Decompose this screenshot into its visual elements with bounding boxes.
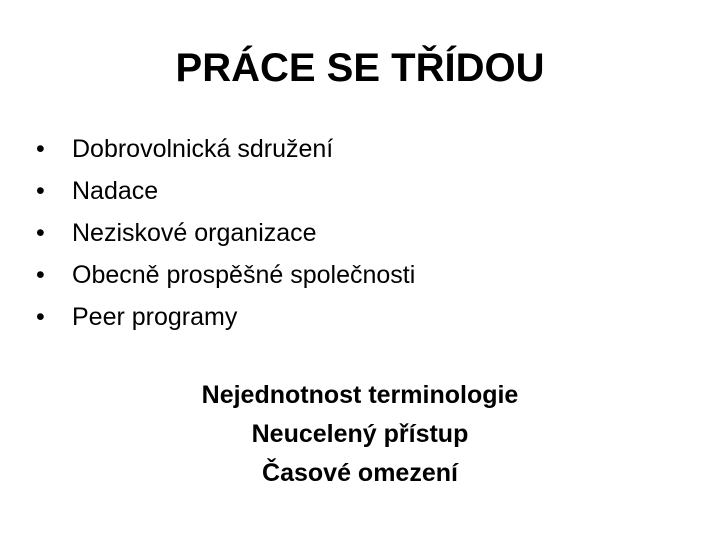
- list-item: [36, 128, 415, 170]
- list-item-text: Dobrovolnická sdružení: [72, 135, 334, 163]
- note-time-limit: Časové omezení: [262, 459, 458, 487]
- list-item-text: Peer programy: [72, 303, 238, 331]
- bullet-icon: •: [36, 177, 45, 205]
- bullet-icon: •: [36, 261, 45, 289]
- bullet-icon: •: [36, 303, 45, 331]
- list-item-text: Nadace: [72, 177, 159, 205]
- slide-title: PRÁCE SE TŘÍDOU: [175, 46, 545, 90]
- list-item: [36, 254, 415, 296]
- list-item: [36, 212, 415, 254]
- note-approach: Neucelený přístup: [251, 420, 469, 448]
- list-item-text: Obecně prospěšné společnosti: [72, 261, 416, 289]
- bullet-list: [36, 128, 415, 338]
- bullet-icon: •: [36, 135, 45, 163]
- list-item: [36, 170, 415, 212]
- bullet-icon: •: [36, 219, 45, 247]
- list-item: [36, 296, 415, 338]
- notes-block: [0, 376, 720, 493]
- list-item-text: Neziskové organizace: [72, 219, 317, 247]
- note-terminology: Nejednotnost terminologie: [201, 381, 519, 409]
